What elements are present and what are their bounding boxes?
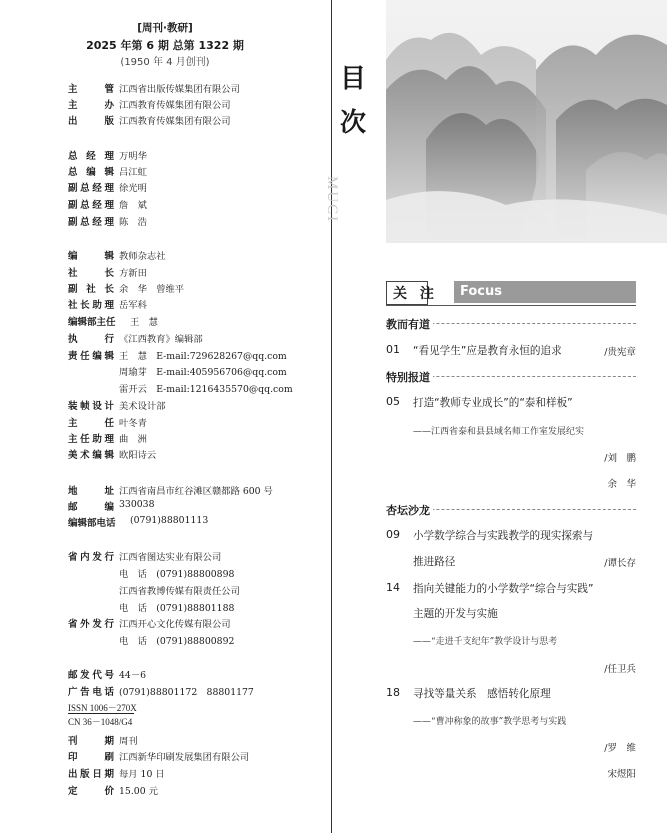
masthead-column: [周刊·教研] 2025 年第 6 期 总第 1322 期 (1950 年 4 月创刊) 主 管 江西省出版传媒集团有限公司 主 办 江西教育传媒集团有限公司 出 版 江西教育传媒集团有限公司 总 经 理 万明华 总 编 辑 吕江虹 副总经理 徐光明 副总经理 詹 斌 副总经理 陈 浩 编 辑 教师杂志社 社 长 方新田 副 社 长 余 华 曾维平 社长助理 岳军科 编辑部主任 王 慧 执 行 《江西教育》编辑部 责任编辑 王 慧 E-mail:729628267@qq.com 周瑜芽 E-mail:405956706@qq.com 雷开云 E-mail:1216435570@qq.com 装帧设计 美术设计部 主 任 叶冬青 主任助理 曲 洲 美术编辑 欧阳诗云 地 址 江西省南昌市红谷滩区赣都路 600 号 邮 编 330038 编辑部电话 (0791)88801113 省内发行 江西省图达实业有限公司 电 话 (0791)88800898 江西省教博传媒有限责任公司 电 话 (0791)88801188 省外发行 江西开心文化传媒有限公司 电 话 (0791)88800892 邮发代号 44－6 广告电话 (0791)88801172 88801177 ISSN 1006－270X CN 36－1048/G4 刊 期 周刊 印 刷 江西新华印刷发展集团有限公司 出版日期 每月 10 日 定 价 15.00 元 <box>0 0 330 833</box>
ink-landscape-image <box>386 0 667 243</box>
column-rule <box>386 305 636 306</box>
issn-rule <box>68 713 134 714</box>
toc-article-title[interactable]: 打造“教师专业成长”的“泰和样板” <box>413 397 573 409</box>
issue-number: 2025 年第 6 期 总第 1322 期 <box>86 39 244 52</box>
toc-page-number: 14 <box>386 581 400 594</box>
toc-page-number: 05 <box>386 395 400 408</box>
journal-category: [周刊·教研] <box>137 22 193 34</box>
toc-page-number: 18 <box>386 686 400 699</box>
toc-title: 目 <box>340 64 367 94</box>
toc-author: /贵宪章 <box>604 347 636 358</box>
toc-article-title[interactable]: “看见学生”应是教育永恒的追求 <box>413 345 562 357</box>
toc-author: /罗 维 <box>604 743 636 754</box>
toc-article-title[interactable]: 小学数学综合与实践教学的现实探索与 <box>413 530 594 542</box>
toc-author: /刘 鹏 <box>604 453 636 464</box>
founded-date: (1950 年 4 月创刊) <box>120 57 210 68</box>
toc-title-en: MUCI <box>324 176 340 224</box>
column-label: 关 注 <box>393 286 438 302</box>
toc-page-number: 09 <box>386 528 400 541</box>
toc-page-number: 01 <box>386 343 400 356</box>
toc-article-title-cont[interactable]: 主题的开发与实施 <box>413 608 498 620</box>
toc-title: 次 <box>340 108 367 138</box>
toc-author: 宋煜阳 <box>607 769 636 780</box>
toc-article-subtitle: ——“曹冲称象的故事”教学思考与实践 <box>413 717 567 727</box>
column-label-en: Focus <box>460 284 502 299</box>
toc-article-title[interactable]: 指向关键能力的小学数学“综合与实践” <box>413 583 594 595</box>
toc-article-title[interactable]: 寻找等量关系 感悟转化原理 <box>413 688 551 700</box>
toc-author: /谭长存 <box>604 558 636 569</box>
toc-author: /任卫兵 <box>604 664 636 675</box>
toc-section-heading: 杏坛沙龙 <box>386 502 636 516</box>
toc-article-subtitle: ——江西省泰和县县域名师工作室发展纪实 <box>413 427 585 437</box>
toc-section-heading: 教而有道 <box>386 316 636 330</box>
toc-article-subtitle: ——“走进千支纪年”教学设计与思考 <box>413 637 558 647</box>
issn: ISSN 1006－270X <box>68 703 137 713</box>
cn-number: CN 36－1048/G4 <box>68 717 133 727</box>
toc-article-title-cont[interactable]: 推进路径 <box>413 556 456 568</box>
toc-section-heading: 特别报道 <box>386 369 636 383</box>
column-divider <box>331 0 332 833</box>
toc-author: 余 华 <box>607 479 636 490</box>
